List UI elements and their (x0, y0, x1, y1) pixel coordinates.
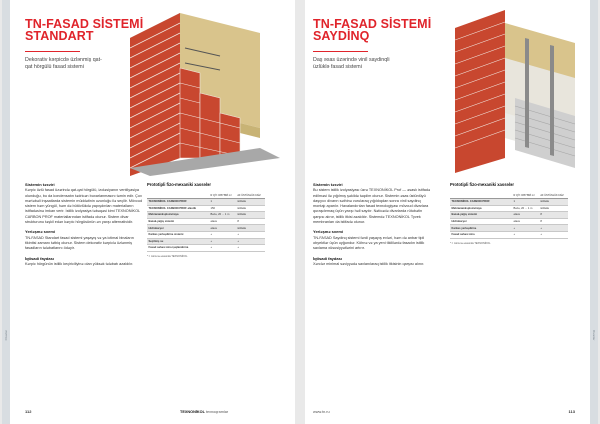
table-cell: + (236, 231, 265, 238)
left-body-heading-2: Yerləşmə sxemi (25, 229, 56, 235)
table-cell: Fasad sahəsi üzrə işıqlandırma (147, 245, 209, 252)
table-row (450, 199, 568, 206)
table-cell: + (236, 245, 265, 252)
table-cell: TEXNONİKOL CARBON PROF (450, 199, 512, 206)
left-title-line2: STANDART (25, 29, 94, 43)
table-cell: + (236, 238, 265, 245)
right-body-heading-3: İqtisadi faydası (313, 255, 342, 261)
table-cell: Mebrana/eksplozivnaya (450, 205, 512, 212)
table-row (147, 245, 265, 252)
table-header: AF ÜSTÜNLÜK FAİZ (539, 193, 568, 199)
right-props-table (450, 193, 568, 239)
table-row (450, 212, 568, 219)
left-page-number: 112 (25, 409, 32, 414)
table-cell: istifadə (236, 225, 265, 232)
table-cell: + (512, 225, 539, 232)
table-row (450, 205, 568, 212)
right-wall-diagram (445, 8, 585, 176)
table-row (147, 212, 265, 219)
table-cell: + (209, 245, 236, 252)
table-cell: Bəzə, 20 ... 1 m (512, 205, 539, 212)
table-cell: istifadə (236, 212, 265, 219)
left-body-paragraph-3: Kərpic hörgünün istilik keçiriciliyinə olan yüksək tələbatı azaldılır. (25, 261, 134, 266)
table-cell: əlavə (209, 225, 236, 232)
table-row (147, 218, 265, 225)
table-cell: Karkas yerləşdirmə (450, 225, 512, 232)
brick-wall (455, 10, 505, 173)
right-body-paragraph-3: Xərclər minimal səviyyədə saxlanılaraq istilik itkisinin qarşısı alınır. (313, 261, 425, 266)
table-cell: Bəzək-yağış sistemi (147, 218, 209, 225)
table-cell: 8 (236, 218, 265, 225)
table-row (450, 225, 568, 232)
right-accent-rule (313, 51, 368, 52)
table-cell: TEXNONİKOL CARBON PROF (147, 199, 209, 206)
table-header: R QİY. DƏYƏRİ m² (512, 193, 539, 199)
right-footer-url[interactable]: www.tn.ru (313, 410, 330, 414)
right-side-tab (590, 0, 598, 424)
right-body-paragraph-2: TN-FASAD Saydinq sistemi fərdi yaşayış evləri, həm də anbar tipli obyektlər üçün uyğundur. Köhnə və ya yeni tikililərdə fasadın istilik saxlama xüsusiyyətlərini artırır. (313, 235, 425, 251)
right-props-title: Prototipli fizo-mexaniki xassələr (450, 182, 514, 187)
table-header: AF ÜSTÜNLÜK FAİZ (236, 193, 265, 199)
left-props-title: Prototipli fizo-mexaniki xassələr (147, 182, 211, 187)
right-side-label: Divarlar (592, 330, 596, 341)
footer-text: texnoqramlar (205, 410, 229, 414)
table-cell: 1 (209, 199, 236, 206)
left-table-note: * = nümunə əsasında TEXNONİKOL (147, 254, 188, 258)
right-title-line2: SAYDİNQ (313, 29, 370, 43)
table-cell: Hidrobaryer (147, 225, 209, 232)
left-body-heading-3: İqtisadi faydası (25, 255, 54, 261)
table-cell: Seçilmiş su (147, 238, 209, 245)
table-row (147, 205, 265, 212)
left-page (2, 0, 295, 424)
table-cell: Mebrana/eksplozivnaya (147, 212, 209, 219)
table-cell: + (539, 231, 568, 238)
table-row (147, 238, 265, 245)
table-cell: Fasad sahəsi üzrə (450, 231, 512, 238)
left-body-paragraph-1: Kərpic üzlü fasad üzərində qat-qat hörgülü, izoləsiyanın ventilyasiya olunduğu, bu da kondensatın tədricən buxarlanmasını təmin edir. Çox mərtəbəli inşaatlarda sistemin müddətinin uzunluğu ilə seçilir. Mövcud sistem həm yüngül, həm də bütövlükdə yapışdırılan materialların istifadəsinə imkan verir. İstilik izolyasiya təbəqəsi kimi TEXNONİKOL CARBON PROF materiallarından istifadə olunur. Sistem divar strukturunu təşkil edən kərpic hörgüsünün ən yaxşı alternatividir. (25, 188, 143, 225)
left-subtitle: Dekorativ kərpicdə üzlənmiş qat-qat hörgülü fasad sistemi (25, 57, 102, 70)
table-cell: + (209, 231, 236, 238)
table-row (147, 225, 265, 232)
left-properties (147, 182, 267, 258)
table-cell: + (539, 225, 568, 232)
table-cell: + (512, 231, 539, 238)
footer-brand: TEXNONİKOL (180, 410, 205, 414)
table-cell: 8 (539, 218, 568, 225)
left-accent-rule (25, 51, 80, 52)
table-cell: istifadə (539, 205, 568, 212)
table-header: R QİY. DƏYƏRİ m² (209, 193, 236, 199)
right-page-number: 113 (568, 409, 575, 414)
table-cell: Bəzək-yağış sistemi (450, 212, 512, 219)
left-footer (180, 410, 228, 414)
table-cell: 150 (209, 205, 236, 212)
table-cell: əlavə (209, 218, 236, 225)
table-cell: 1 (512, 199, 539, 206)
brick-facade (130, 13, 180, 176)
left-body-heading-1: Sistemin təsviri (25, 182, 55, 187)
table-row (147, 199, 265, 206)
left-body-text (25, 182, 145, 271)
left-side-label: Divarlar (4, 330, 8, 341)
table-cell: Hidrobaryer (450, 218, 512, 225)
table-cell: istifadə (539, 199, 568, 206)
right-body-text (313, 182, 433, 271)
right-body-heading-1: Sistemin təsviri (313, 182, 343, 187)
table-row (450, 231, 568, 238)
table-row (450, 218, 568, 225)
left-side-tab (2, 0, 10, 424)
left-wall-diagram (110, 8, 285, 176)
table-cell: Karkas yerləşdirmə sistemi (147, 231, 209, 238)
right-table-note: * = nümunə əsasında TEXNONİKOL (450, 241, 491, 245)
table-cell: istifadə (236, 205, 265, 212)
table-cell: TEXNONİKOL CARBON PROF elastik (147, 205, 209, 212)
left-title-line1: TN-FASAD SİSTEMİ (25, 17, 144, 31)
right-subtitle: Daş əsas üzərində vinil saydinqli üzlüklə fasad sistemi (313, 57, 390, 70)
table-cell: əlavə (512, 218, 539, 225)
table-row (147, 231, 265, 238)
table-cell: Bəzə, 20 ... 1 m (209, 212, 236, 219)
right-properties (450, 182, 570, 245)
left-body-paragraph-2: TN-FASAD Standart fasad sistemi yaşayış və ya ictimai binaların tikintisi zamanı tətbiq olunur. Sistem dekorativ kərpiclə üzlənmiş fasadların tələbatlarını ödəyir. (25, 235, 134, 251)
left-props-table (147, 193, 265, 252)
right-page (305, 0, 598, 424)
right-body-paragraph-1: Bu sistem istilik izolyasiyası üzrə TEXNONİKOL Prof — əsaslı istifadə edilməsi ilə yığılmış şəkildə təqdim olunur. Sistemin əsas üstünlüyü daşıyıcı divarın səthinə vurularaq yığıldıqdan sonra vinil saydinq montajı aparılır. Havalandırılan fasad texnologiyası mövcud divarlara quraşdırmaq üçün yaxşı həll sayılır. Nəticədə divarlarda rütubətin qarşısı alınır, istilik itkisi azaldılır. Sistemdə TEXNONİKOL Tyvek membranları da istifadə olunur. (313, 188, 431, 225)
right-page-title (313, 18, 431, 42)
right-body-heading-2: Yerləşmə sxemi (313, 229, 344, 235)
table-cell: 8 (539, 212, 568, 219)
table-cell: istifadə (236, 199, 265, 206)
right-title-line1: TN-FASAD SİSTEMİ (313, 17, 432, 31)
table-cell: + (209, 238, 236, 245)
table-cell: əlavə (512, 212, 539, 219)
